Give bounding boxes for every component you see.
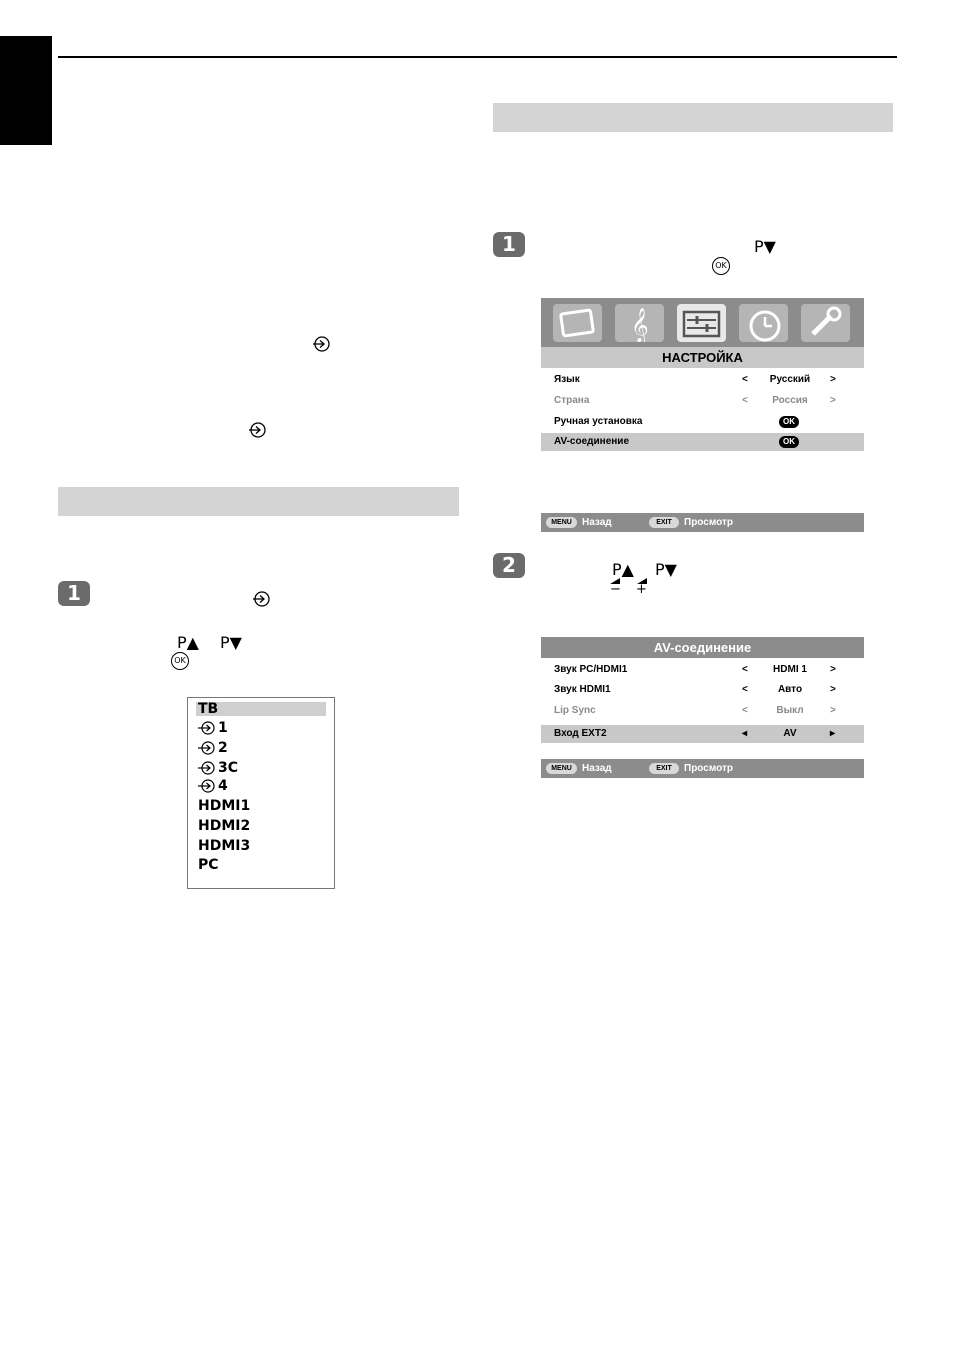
wrench-menu-icon[interactable] [801,304,850,342]
source-item-label: HDMI2 [198,818,251,834]
source-item-ext2[interactable] [198,740,228,756]
setup-menu [541,298,864,451]
menu-row-ext2-input[interactable] [541,725,864,743]
menu-row-pc-hdmi1-audio[interactable] [541,661,864,679]
language-tab [0,36,52,145]
source-item-ext1[interactable] [198,720,228,736]
left-arrow[interactable]: ◂ [742,728,748,739]
left-arrow: < [742,705,748,716]
row-label: Звук PC/HDMI1 [554,664,628,675]
row-label: Lip Sync [554,705,596,716]
menu-row-country [541,392,864,410]
source-item-ext3c[interactable] [198,760,238,776]
source-item-label: HDMI1 [198,798,251,814]
section-header-bar [493,103,893,132]
source-item-label: HDMI3 [198,838,251,854]
ok-key-icon: OK [171,652,189,670]
left-arrow[interactable]: < [742,664,748,675]
menu-button[interactable]: MENU [546,517,577,528]
left-arrow[interactable]: < [742,374,748,385]
setup-menu-icon[interactable] [677,304,726,342]
menu-title: AV-соединение [541,637,864,658]
row-label: AV-соединение [554,436,630,447]
row-label: Ручная установка [554,416,643,427]
timer-menu-icon[interactable] [739,304,788,342]
menu-footer [541,759,864,778]
input-icon [312,335,330,353]
menu-row-manual-tuning[interactable] [541,413,864,431]
row-value: AV [783,728,797,739]
source-item-hdmi3[interactable] [198,838,250,854]
input-icon [248,421,266,439]
step-badge: 1 [493,232,525,257]
source-item-hdmi2[interactable] [198,818,250,834]
right-arrow[interactable]: ▸ [830,728,836,739]
p-up-key: P▲ [177,633,199,652]
source-item-hdmi1[interactable] [198,798,250,814]
menu-footer [541,513,864,532]
row-label: Звук HDMI1 [554,684,611,695]
source-item-label: 2 [218,740,228,756]
row-value: Выкл [776,705,804,716]
row-label: Язык [554,374,580,385]
right-arrow: > [830,395,836,406]
row-value: HDMI 1 [773,664,807,675]
volume-minus-key: − [610,582,621,597]
ok-button[interactable]: OK [779,436,799,448]
input-icon [198,741,216,755]
p-down-key: P▼ [754,237,776,256]
source-item-label: 1 [218,720,228,736]
p-up-key: P▲ [612,560,634,579]
exit-button[interactable]: EXIT [649,517,679,528]
right-arrow[interactable]: > [830,684,836,695]
ok-key-icon: OK [712,257,730,275]
source-item-tv[interactable] [198,701,218,717]
menu-icon-strip [541,298,864,347]
ok-button[interactable]: OK [779,416,799,428]
left-arrow[interactable]: < [742,684,748,695]
row-label: Вход EXT2 [554,728,607,739]
right-arrow[interactable]: > [830,664,836,675]
menu-row-language[interactable] [541,371,864,389]
menu-row-hdmi1-audio[interactable] [541,681,864,699]
left-arrow: < [742,395,748,406]
menu-back-label: Назад [582,763,612,774]
p-down-key: P▼ [220,633,242,652]
right-arrow: > [830,705,836,716]
menu-title: НАСТРОЙКА [541,347,864,368]
menu-back-label: Назад [582,517,612,528]
svg-text:𝄞: 𝄞 [631,308,649,342]
menu-button[interactable]: MENU [546,763,577,774]
exit-button[interactable]: EXIT [649,763,679,774]
source-list [187,697,335,889]
row-label: Страна [554,395,590,406]
input-icon [198,779,216,793]
header-rule [58,56,897,58]
source-item-label: PC [198,857,219,873]
input-icon [198,721,216,735]
source-item-pc[interactable] [198,857,219,873]
menu-row-lip-sync [541,702,864,720]
source-item-ext4[interactable] [198,778,228,794]
row-value: Россия [772,395,808,406]
right-arrow[interactable]: > [830,374,836,385]
sound-menu-icon[interactable] [615,304,664,342]
source-item-label: 3C [218,760,239,776]
source-item-label: ТВ [198,701,219,717]
section-header-bar [58,487,459,516]
step-badge: 2 [493,553,525,578]
exit-view-label: Просмотр [684,763,733,774]
input-icon [252,590,270,608]
source-item-label: 4 [218,778,228,794]
volume-plus-key: + [636,582,647,597]
menu-row-av-connection[interactable] [541,433,864,451]
row-value: Русский [769,374,811,385]
row-value: Авто [777,684,803,695]
picture-menu-icon[interactable] [553,304,602,342]
p-down-key: P▼ [655,560,677,579]
exit-view-label: Просмотр [684,517,733,528]
input-icon [198,761,216,775]
av-connection-menu [541,637,864,745]
step-badge: 1 [58,581,90,606]
